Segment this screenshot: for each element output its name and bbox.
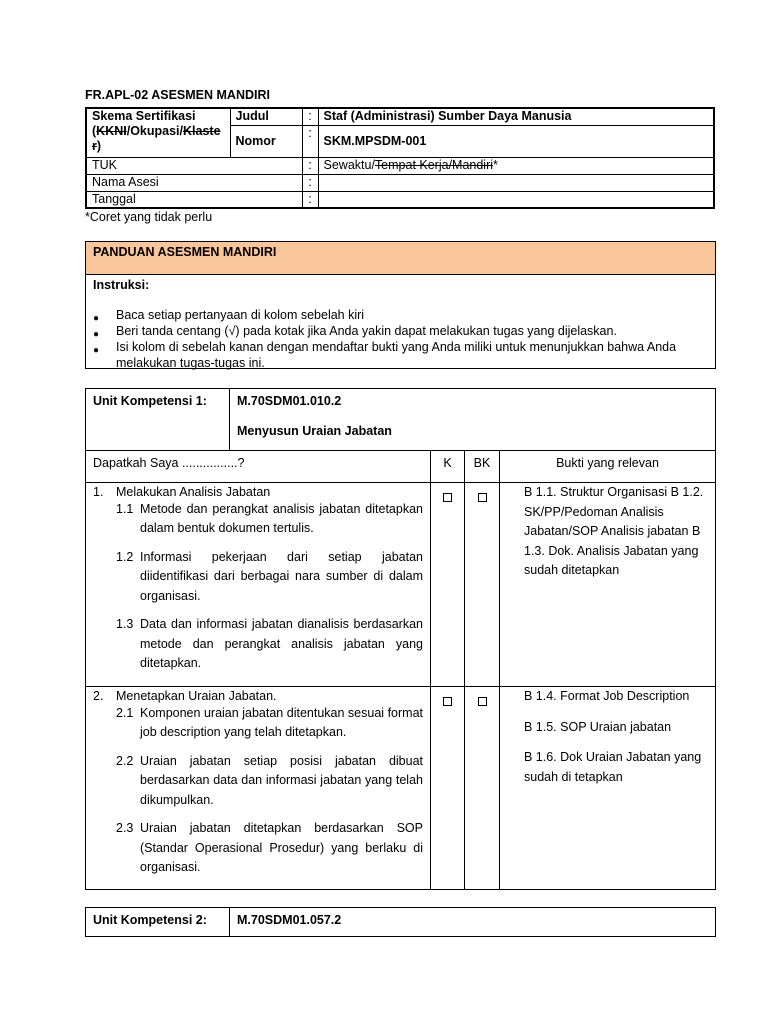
instruction-item: ● Isi kolom di sebelah kanan dengan mendaftar bukti yang Anda miliki untuk menunjukkan bahwa Anda melakukan tugas-tugas ini.	[93, 340, 677, 370]
judul-value: Staf (Administrasi) Sumber Daya Manusia	[318, 108, 714, 125]
tuk-value: Sewaktu/Tempat Kerja/Mandiri*	[318, 157, 714, 174]
form-title: FR.APL-02 ASESMEN MANDIRI	[85, 88, 270, 102]
element-1-bukti: B 1.1. Struktur Organisasi B 1.2. SK/PP/Pedoman Analisis Jabatan/SOP Analisis jabatan B 1.3. Dok. Analisis Jabatan yang sudah ditetapkan	[500, 483, 716, 687]
nomor-colon: :	[302, 125, 318, 157]
nama-asesi-label: Nama Asesi	[86, 174, 302, 191]
criterion-1-1: 1.1 Metode dan perangkat analisis jabatan ditetapkan dalam bentuk dokumen tertulis.	[116, 501, 423, 535]
criterion-2-3: 2.3 Uraian jabatan ditetapkan berdasarkan SOP (Standar Operasional Prosedur) yang berlaku di organisasi.	[116, 821, 423, 874]
instruction-list	[86, 307, 708, 371]
instruksi-label: Instruksi:	[93, 278, 150, 292]
checkbox-icon[interactable]	[478, 697, 487, 706]
col-k: K	[431, 451, 465, 483]
bullet-icon: ●	[93, 345, 100, 356]
instruction-item: ● Beri tanda centang (√) pada kotak jika Anda yakin dapat melakukan tugas yang dijelaskan.	[86, 323, 708, 339]
bullet-icon: ●	[93, 329, 100, 340]
unit-1-title: Menyusun Uraian Jabatan	[237, 423, 392, 438]
unit-1-code: M.70SDM01.010.2	[237, 394, 342, 408]
tuk-colon: :	[302, 157, 318, 174]
unit-1-label: Unit Kompetensi 1:	[86, 389, 230, 451]
judul-label: Judul	[230, 108, 302, 125]
checkbox-icon[interactable]	[478, 493, 487, 502]
element-2-title: Menetapkan Uraian Jabatan.	[116, 689, 277, 703]
nama-asesi-value[interactable]	[318, 174, 714, 191]
nomor-value: SKM.MPSDM-001	[318, 125, 714, 157]
element-1-bk[interactable]	[465, 483, 500, 687]
tanggal-label: Tanggal	[86, 191, 302, 208]
nomor-label: Nomor	[230, 125, 302, 157]
header-table	[85, 107, 715, 209]
element-1-k[interactable]	[431, 483, 465, 687]
footnote: *Coret yang tidak perlu	[85, 210, 213, 224]
unit-2-code: M.70SDM01.057.2	[230, 908, 716, 937]
panduan-box	[85, 241, 716, 369]
element-2-bukti: B 1.4. Format Job Description B 1.5. SOP Uraian jabatan B 1.6. Dok Uraian Jabatan yang sudah di tetapkan	[500, 687, 716, 890]
criterion-2-2: 2.2 Uraian jabatan setiap posisi jabatan dibuat berdasarkan data dan informasi jabatan yang telah dikumpulkan.	[116, 753, 423, 807]
criterion-1-2: 1.2 Informasi pekerjaan dari setiap jabatan diidentifikasi dari berbagai nara sumber di dalam organisasi.	[116, 549, 423, 603]
element-1-title: Melakukan Analisis Jabatan	[116, 485, 271, 499]
element-2-bk[interactable]	[465, 687, 500, 890]
instruction-item: ● Baca setiap pertanyaan di kolom sebelah kiri	[86, 307, 708, 323]
criterion-1-3: 1.3 Data dan informasi jabatan dianalisis berdasarkan metode dan perangkat analisis jabatan yang ditetapkan.	[116, 617, 423, 670]
col-bk: BK	[465, 451, 500, 483]
element-2: 2. Menetapkan Uraian Jabatan. 2.1 Komponen uraian jabatan ditentukan sesuai format job description yang telah ditetapkan. 2.2 Uraian jabatan setiap posisi jabatan dibuat berdasarkan data dan informasi jabatan yang telah dikumpulkan. 2.3 Uraian jabatan ditetapkan berdasarkan SOP (Standar Operasional Prosedur) yang berlaku di organisasi.	[86, 687, 431, 890]
tuk-label: TUK	[86, 157, 302, 174]
element-1: 1. Melakukan Analisis Jabatan 1.1 Metode dan perangkat analisis jabatan ditetapkan dalam bentuk dokumen tertulis. 1.2 Informasi pekerjaan dari setiap jabatan diidentifikasi dari berbagai nara sumber di dalam organisasi. 1.3 Data dan informasi jabatan dianalisis berdasarkan metode dan perangkat analisis jabatan yang ditetapkan.	[86, 483, 431, 687]
judul-colon: :	[302, 108, 318, 125]
unit-2-label: Unit Kompetensi 2:	[86, 908, 230, 937]
criterion-2-1: 2.1 Komponen uraian jabatan ditentukan sesuai format job description yang telah ditetapkan.	[116, 705, 423, 739]
unit-1-table	[85, 388, 716, 890]
checkbox-icon[interactable]	[443, 697, 452, 706]
nama-colon: :	[302, 174, 318, 191]
col-question: Dapatkah Saya ................?	[86, 451, 431, 483]
tanggal-colon: :	[302, 191, 318, 208]
unit-1-info	[230, 389, 716, 451]
checkbox-icon[interactable]	[443, 493, 452, 502]
col-bukti: Bukti yang relevan	[500, 451, 716, 483]
element-2-k[interactable]	[431, 687, 465, 890]
skema-label: Skema Sertifikasi (KKNI/Okupasi/Klaste r)	[86, 108, 230, 157]
unit-2-table	[85, 907, 716, 937]
bullet-icon: ●	[93, 313, 100, 324]
tanggal-value[interactable]	[318, 191, 714, 208]
panduan-title: PANDUAN ASESMEN MANDIRI	[86, 242, 715, 275]
